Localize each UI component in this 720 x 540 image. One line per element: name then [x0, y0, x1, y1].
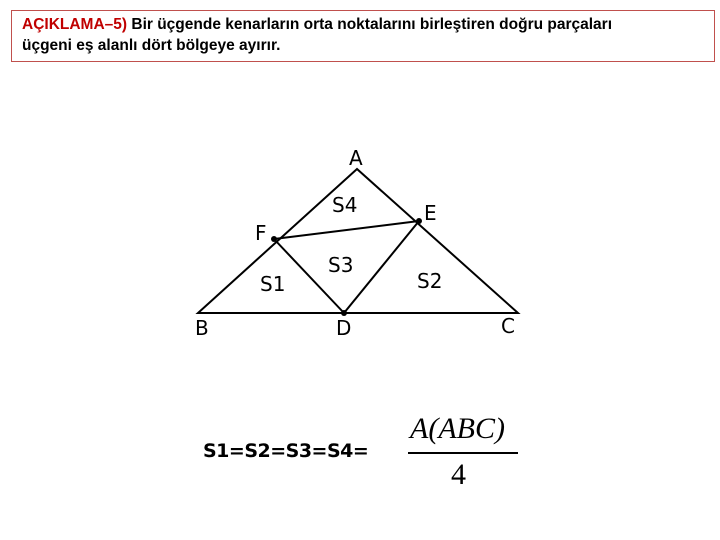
segment-ed	[344, 221, 419, 313]
vertex-label-d: D	[336, 316, 352, 340]
formula-denominator: 4	[451, 458, 466, 491]
vertex-label-f: F	[255, 221, 267, 245]
vertex-label-a: A	[349, 146, 363, 170]
vertex-label-c: C	[501, 314, 515, 338]
region-label-s3: S3	[328, 253, 354, 277]
explanation-line-1: Bir üçgende kenarların orta noktalarını birleştiren doğru parçaları	[127, 16, 613, 33]
explanation-lead: AÇIKLAMA–5)	[22, 16, 128, 33]
region-label-s1: S1	[260, 272, 286, 296]
fraction-bar	[408, 452, 518, 454]
point-f	[271, 236, 277, 242]
formula-numerator: A(ABC)	[410, 412, 505, 445]
area-formula	[200, 408, 530, 498]
vertex-label-b: B	[195, 316, 209, 340]
point-e	[416, 218, 422, 224]
explanation-line-2: üçgeni eş alanlı dört bölgeye ayırır.	[22, 37, 281, 54]
region-label-s4: S4	[332, 193, 358, 217]
region-label-s2: S2	[417, 269, 443, 293]
vertex-label-e: E	[424, 201, 437, 225]
formula-lhs: S1=S2=S3=S4=	[203, 440, 369, 462]
triangle-abc	[198, 169, 518, 313]
